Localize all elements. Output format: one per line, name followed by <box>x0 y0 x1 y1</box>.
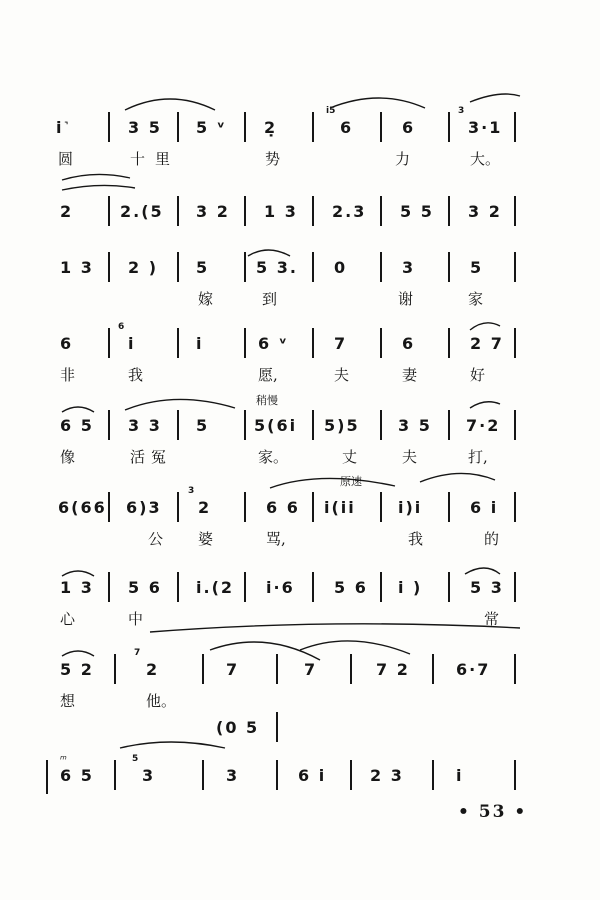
bar-line <box>114 760 116 790</box>
note-cell: 2 7 <box>470 334 504 353</box>
note-cell: 6 5 <box>60 766 94 785</box>
note-cell: 5)5 <box>324 416 360 435</box>
bar-line <box>380 328 382 358</box>
bar-line <box>244 112 246 142</box>
bar-line <box>202 654 204 684</box>
bar-line <box>312 410 314 440</box>
note-cell: 6 5 <box>60 416 94 435</box>
bar-line <box>350 654 352 684</box>
bar-line <box>46 760 48 794</box>
note-cell: 5 <box>196 416 210 435</box>
grace-note: i5 <box>326 106 336 116</box>
note-cell: i˺ <box>56 118 71 137</box>
bar-line <box>448 112 450 142</box>
staff-row <box>0 416 600 480</box>
note-cell: 6 <box>60 334 74 353</box>
lyric: 夫 <box>334 366 350 384</box>
bar-line <box>177 328 179 358</box>
note-cell: 2 3 <box>370 766 404 785</box>
bar-line <box>312 112 314 142</box>
bar-line <box>514 328 516 358</box>
bar-line <box>177 572 179 602</box>
note-cell: 5 ᵛ <box>196 118 227 137</box>
lyric: 我 <box>408 530 424 548</box>
bar-line <box>514 572 516 602</box>
bar-line <box>312 196 314 226</box>
note-cell: 3 <box>402 258 416 277</box>
lyric: 像 <box>60 448 76 466</box>
note-cell: 2.(5 <box>120 202 164 221</box>
note-cell: 6 ᵛ <box>258 334 289 353</box>
note-cell: i.(2 <box>196 578 235 597</box>
bar-line <box>514 410 516 440</box>
lyric: 谢 <box>398 290 414 308</box>
bar-line <box>276 654 278 684</box>
note-cell: 6 i <box>298 766 327 785</box>
bar-line <box>380 410 382 440</box>
note-cell: 3 5 <box>128 118 162 137</box>
bar-line <box>108 492 110 522</box>
note-cell: 5 <box>470 258 484 277</box>
bar-line <box>177 196 179 226</box>
bar-line <box>177 252 179 282</box>
grace-note: 5 <box>132 754 139 764</box>
bar-line <box>514 760 516 790</box>
note-cell: i <box>196 334 204 353</box>
lyric: 嫁 <box>198 290 214 308</box>
lyric: 中 <box>128 610 144 628</box>
grace-note: 3 <box>188 486 195 496</box>
bar-line <box>432 760 434 790</box>
bar-line <box>108 328 110 358</box>
note-cell: 6)3 <box>126 498 162 517</box>
note-cell: 5 6 <box>128 578 162 597</box>
bar-line <box>380 572 382 602</box>
note-cell: 3 <box>142 766 156 785</box>
bar-line <box>108 252 110 282</box>
note-cell: 6 <box>340 118 354 137</box>
note-cell: 7 <box>304 660 318 679</box>
staff-row <box>0 578 600 642</box>
note-cell: i)i <box>398 498 423 517</box>
lyric: 非 <box>60 366 76 384</box>
lyric: 的 <box>484 530 500 548</box>
note-cell: 2 ) <box>128 258 159 277</box>
lyric: 势 <box>265 150 281 168</box>
lyric: 心 <box>60 610 76 628</box>
note-cell: 5 5 <box>400 202 434 221</box>
grace-note: 6 <box>118 322 125 332</box>
note-cell: 3 <box>226 766 240 785</box>
bar-line <box>202 760 204 790</box>
note-cell: 5 6 <box>334 578 368 597</box>
lyric: 想 <box>60 692 76 710</box>
bar-line <box>448 410 450 440</box>
note-cell: 3 3 <box>128 416 162 435</box>
note-cell: 6 6 <box>266 498 300 517</box>
bar-line <box>448 328 450 358</box>
bar-line <box>108 572 110 602</box>
note-cell: i <box>456 766 464 785</box>
note-cell: 3 5 <box>398 416 432 435</box>
note-cell: i <box>128 334 136 353</box>
bar-line <box>244 328 246 358</box>
lyric: 力 <box>395 150 411 168</box>
note-cell: 7 <box>334 334 348 353</box>
bar-line <box>432 654 434 684</box>
bar-line <box>312 252 314 282</box>
note-cell: 1 3 <box>264 202 298 221</box>
lyric: 丈 <box>342 448 358 466</box>
note-cell: 1 3 <box>60 258 94 277</box>
note-cell: i ) <box>398 578 423 597</box>
note-cell: 7·2 <box>466 416 501 435</box>
bar-line <box>514 492 516 522</box>
bar-line <box>108 410 110 440</box>
bar-line <box>380 252 382 282</box>
note-cell: 2̣ <box>264 118 278 137</box>
bar-line <box>448 252 450 282</box>
bar-line <box>244 196 246 226</box>
bar-line <box>448 572 450 602</box>
grace-note: 7 <box>134 648 141 658</box>
bar-line <box>350 760 352 790</box>
lyric: 大。 <box>470 150 501 168</box>
bar-line <box>177 112 179 142</box>
lyric: 家 <box>468 290 484 308</box>
lyric: 我 <box>128 366 144 384</box>
bar-line <box>244 492 246 522</box>
note-cell: 5(6i <box>254 416 298 435</box>
note-cell: 2.3 <box>332 202 367 221</box>
lyric: 好 <box>470 366 486 384</box>
bar-line <box>448 492 450 522</box>
lyric: 打, <box>468 448 488 466</box>
staff-row <box>0 202 600 266</box>
lyric: 十里 <box>130 150 181 168</box>
lyric: 公 <box>148 530 164 548</box>
lyric: 骂, <box>266 530 286 548</box>
note-cell: 3 2 <box>196 202 230 221</box>
note-cell: 2 <box>198 498 212 517</box>
note-cell: 6 <box>402 334 416 353</box>
bar-line <box>244 572 246 602</box>
bar-line <box>514 252 516 282</box>
note-cell: 6 i <box>470 498 499 517</box>
bar-line <box>177 410 179 440</box>
bar-line <box>276 712 278 742</box>
note-cell: 7 <box>226 660 240 679</box>
lyric: 他。 <box>146 692 177 710</box>
note-cell: 7 2 <box>376 660 410 679</box>
note-cell: 5 2 <box>60 660 94 679</box>
bar-line <box>312 572 314 602</box>
lyric: 活冤 <box>130 448 173 466</box>
lyric: 常 <box>484 610 500 628</box>
note-cell: i·6 <box>266 578 295 597</box>
staff-row <box>0 322 600 398</box>
note-cell: 2 <box>146 660 160 679</box>
note-cell: 6·7 <box>456 660 491 679</box>
bar-line <box>380 112 382 142</box>
lyric: 愿, <box>258 366 278 384</box>
tempo-mark-slow: 稍慢 <box>256 394 278 407</box>
bar-line <box>177 492 179 522</box>
dynamic-mark: ᵐ <box>60 753 67 766</box>
note-cell: 5 <box>196 258 210 277</box>
bar-line <box>108 196 110 226</box>
staff-row <box>0 486 600 562</box>
bar-line <box>380 196 382 226</box>
note-cell: 6 <box>402 118 416 137</box>
bar-line <box>244 252 246 282</box>
note-cell: (0 5 <box>216 718 260 737</box>
lyric: 妻 <box>402 366 418 384</box>
note-cell: 3 2 <box>468 202 502 221</box>
note-cell: 1 3 <box>60 578 94 597</box>
bar-line <box>276 760 278 790</box>
bar-line <box>312 492 314 522</box>
note-cell: i(ii <box>324 498 356 517</box>
lyric: 夫 <box>402 448 418 466</box>
note-cell: 5 3. <box>256 258 298 277</box>
bar-line <box>380 492 382 522</box>
bar-line <box>312 328 314 358</box>
bar-line <box>514 196 516 226</box>
bar-line <box>114 654 116 684</box>
lyric: 婆 <box>198 530 214 548</box>
bar-line <box>108 112 110 142</box>
note-cell: 2 <box>60 202 74 221</box>
tempo-mark-original: 原速 <box>340 475 362 488</box>
lyric: 圆 <box>58 150 74 168</box>
staff-row <box>0 648 600 724</box>
bar-line <box>244 410 246 440</box>
lyric: 到 <box>262 290 278 308</box>
grace-note: 3 <box>458 106 465 116</box>
note-cell: 0 <box>334 258 348 277</box>
lyric: 家。 <box>258 448 289 466</box>
bar-line <box>448 196 450 226</box>
staff-row <box>0 106 600 182</box>
staff-row <box>0 258 600 322</box>
note-cell: 6(66 <box>58 498 107 517</box>
page-number: • 53 • <box>458 802 528 822</box>
bar-line <box>514 654 516 684</box>
note-cell: 3·1 <box>468 118 503 137</box>
note-cell: 5 3 <box>470 578 504 597</box>
bar-line <box>514 112 516 142</box>
